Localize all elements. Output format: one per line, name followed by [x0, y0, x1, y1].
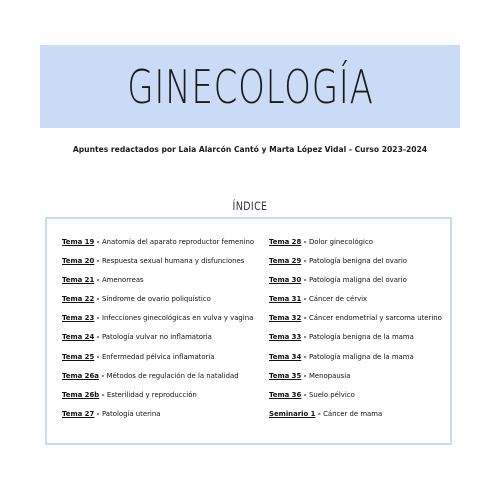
index-entry-title: Anatomía del aparato reproductor femenino — [101, 238, 255, 246]
index-entry[interactable] — [62, 314, 254, 333]
index-entry-title: Amenorreas — [101, 276, 144, 285]
index-entry-link[interactable]: Tema 34 — [269, 352, 302, 361]
index-entry-title: Patología maligna de la mama — [308, 352, 414, 361]
index-entry-link[interactable]: Tema 26b — [62, 390, 100, 399]
document-title: GINECOLOGÍA — [126, 59, 374, 114]
index-entry-separator: - — [99, 390, 107, 399]
index-entry-link[interactable]: Tema 36 — [269, 390, 302, 399]
index-entry-link[interactable]: Tema 32 — [269, 314, 302, 323]
index-entry-separator: - — [301, 257, 309, 266]
index-entry[interactable] — [269, 257, 442, 276]
index-entry-link[interactable]: Tema 21 — [62, 276, 95, 285]
index-entry[interactable] — [62, 410, 254, 429]
index-heading: ÍNDICE — [232, 199, 268, 213]
index-entry-title: Suelo pélvico — [308, 390, 355, 399]
index-entry-separator: - — [301, 238, 309, 246]
index-entry[interactable] — [269, 314, 442, 333]
index-entry-title: Infecciones ginecológicas en vulva y vagina — [101, 314, 254, 323]
index-entry-link[interactable]: Tema 20 — [62, 257, 95, 266]
index-entry[interactable] — [62, 391, 254, 410]
document-subtitle: Apuntes redactados por Laia Alarcón Cantó y Marta López Vidal - Curso 2023-2024 — [72, 145, 428, 154]
index-entry-title: Patología benigna de la mama — [308, 333, 414, 342]
index-entry-title: Enfermedad pélvica inflamatoria — [101, 352, 215, 361]
index-entry-separator: - — [94, 333, 102, 342]
index-entry-separator: - — [301, 314, 309, 323]
index-entry[interactable] — [269, 333, 442, 352]
index-entry-separator: - — [94, 409, 102, 418]
index-entry-separator: - — [98, 371, 107, 380]
index-entry-title: Patología maligna del ovario — [308, 276, 407, 285]
index-entry-title: Esterilidad y reproducción — [106, 390, 197, 399]
index-entry[interactable] — [62, 372, 254, 391]
index-entry[interactable] — [269, 238, 442, 257]
index-entry-separator: - — [301, 390, 309, 399]
index-entry-link[interactable]: Tema 26a — [62, 371, 99, 380]
title-banner — [40, 45, 460, 128]
index-entry-separator: - — [301, 371, 309, 380]
index-entry-link[interactable]: Tema 23 — [62, 314, 95, 323]
index-entry-title: Patología vulvar no inflamatoria — [101, 333, 212, 342]
index-entry-link[interactable]: Seminario 1 — [269, 409, 316, 418]
index-entry-title: Cáncer de cérvix — [308, 295, 368, 304]
index-entry-separator: - — [301, 295, 309, 304]
index-entry-separator: - — [301, 352, 309, 361]
index-entry-link[interactable]: Tema 19 — [62, 238, 95, 246]
index-entry-link[interactable]: Tema 22 — [62, 295, 95, 304]
index-entry-separator: - — [94, 295, 102, 304]
index-entry-title: Cáncer endometrial y sarcoma uterino — [308, 314, 442, 323]
index-entry-title: Métodos de regulación de la natalidad — [106, 371, 239, 380]
index-entry[interactable] — [269, 410, 442, 429]
index-entry[interactable] — [269, 372, 442, 391]
index-entry[interactable] — [62, 257, 254, 276]
index-entry-separator: - — [301, 333, 309, 342]
index-entry[interactable] — [269, 353, 442, 372]
index-entry-title: Dolor ginecológico — [308, 238, 373, 246]
index-entry-title: Patología uterina — [101, 409, 161, 418]
index-entry-link[interactable]: Tema 29 — [269, 257, 302, 266]
index-entry-title: Respuesta sexual humana y disfunciones — [101, 257, 245, 266]
index-entry-link[interactable]: Tema 30 — [269, 276, 302, 285]
index-entry-title: Menopausia — [308, 371, 351, 380]
index-entry[interactable] — [269, 391, 442, 410]
index-entry-title: Patología benigna del ovario — [308, 257, 408, 266]
index-column-right — [269, 238, 442, 429]
index-entry-separator: - — [94, 314, 102, 323]
index-entry[interactable] — [62, 238, 254, 257]
index-entry-link[interactable]: Tema 27 — [62, 409, 95, 418]
index-entry[interactable] — [269, 276, 442, 295]
index-entry-link[interactable]: Tema 28 — [269, 238, 302, 246]
index-entry[interactable] — [62, 295, 254, 314]
index-entry-link[interactable]: Tema 33 — [269, 333, 302, 342]
index-entry[interactable] — [62, 333, 254, 352]
index-column-left — [62, 238, 254, 429]
index-entry-link[interactable]: Tema 35 — [269, 371, 302, 380]
index-entry[interactable] — [62, 353, 254, 372]
index-entry-separator: - — [94, 352, 102, 361]
index-entry-separator: - — [301, 276, 309, 285]
index-entry-separator: - — [94, 276, 102, 285]
index-entry-link[interactable]: Tema 25 — [62, 352, 95, 361]
index-entry[interactable] — [269, 295, 442, 314]
index-box — [45, 217, 452, 445]
index-entry-title: Cáncer de mama — [323, 409, 383, 418]
index-entry-title: Síndrome de ovario poliquístico — [101, 295, 211, 304]
index-entry[interactable] — [62, 276, 254, 295]
index-entry-link[interactable]: Tema 31 — [269, 295, 302, 304]
index-entry-separator: - — [94, 257, 102, 266]
index-entry-separator: - — [94, 238, 102, 246]
index-entry-separator: - — [315, 409, 324, 418]
index-entry-link[interactable]: Tema 24 — [62, 333, 95, 342]
